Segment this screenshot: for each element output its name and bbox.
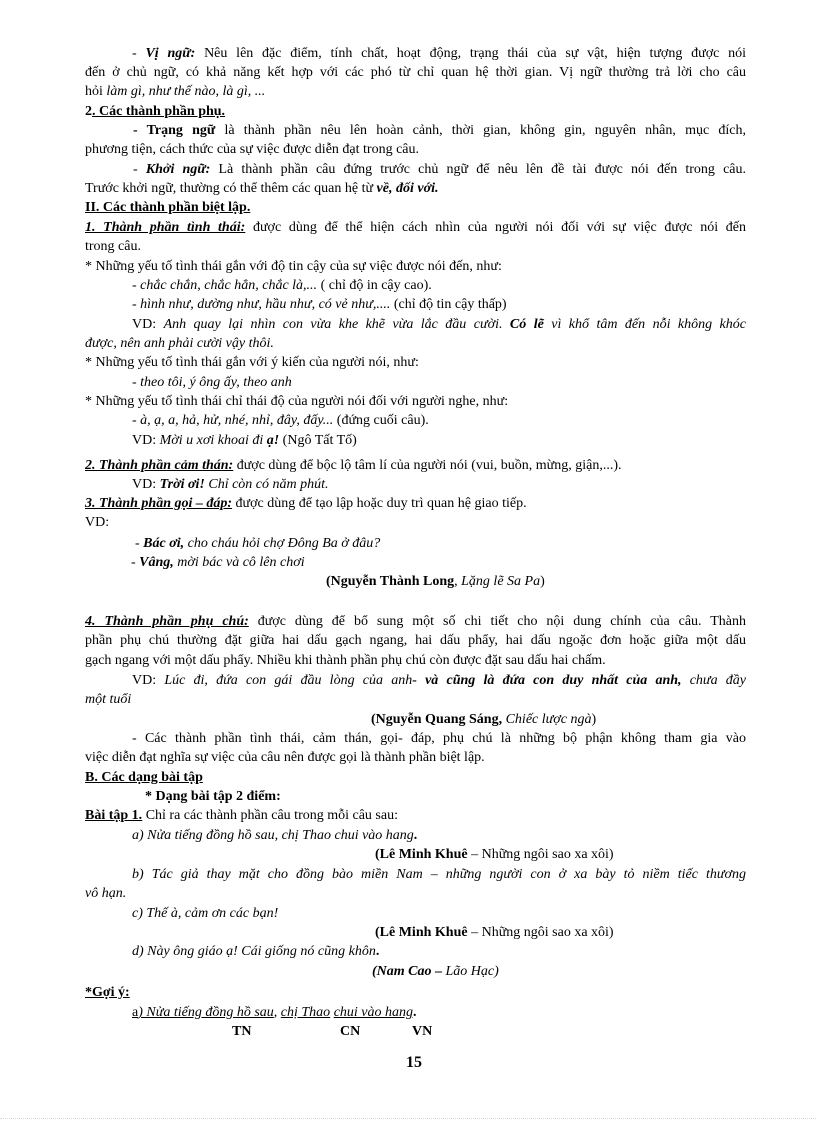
text: Trước khởi ngữ, thường có thể thêm các quan hệ từ: [85, 181, 377, 196]
dash: -: [135, 536, 144, 551]
exercise-1-c-source: [375, 923, 746, 942]
exercise-1-d-source: [372, 962, 746, 981]
adverbial-line-2: [85, 140, 746, 159]
exercise-1-a: [132, 826, 746, 845]
exercise-1-d: [132, 942, 746, 961]
heading-text: . Các thành phần phụ.: [92, 104, 226, 119]
example-text: Chỉ còn có năm phút.: [204, 477, 329, 492]
topic-line-2: [85, 179, 746, 198]
modal-opinion-words: [132, 373, 746, 392]
dash: –: [431, 964, 446, 979]
paren: ): [591, 712, 597, 727]
text: * Những yếu tố tình thái chỉ thái độ của người nói đối với người nghe, như:: [85, 394, 509, 409]
modal-high-reliability: [132, 276, 746, 295]
comma: ,: [273, 1005, 281, 1020]
author: (Nguyễn Thành Long: [326, 574, 455, 589]
paren: ): [540, 574, 545, 589]
vocative-example-1: [135, 534, 746, 553]
predicate-part: chui vào hang: [333, 1005, 414, 1020]
sentence: Này ông giáo ạ! Cái giống nó cũng khôn: [147, 944, 376, 959]
vocative-word: Bác ơi,: [143, 536, 185, 551]
sentence: Nửa tiếng đồng hồ sau, chị Thao chui vào hang: [147, 828, 414, 843]
exercise-1-c: [132, 904, 746, 923]
work-title: – Những ngôi sao xa xôi): [467, 925, 614, 940]
example-text: được, nên anh phải cười vậy thôi.: [85, 336, 274, 351]
example-text: vì khổ tâm đến nỗi không khóc: [543, 317, 746, 332]
term-khoi-ngu: Khởi ngữ:: [145, 162, 211, 177]
exclamative-example: [132, 475, 746, 494]
text: được dùng để tạo lập hoặc duy trì quan hệ giao tiếp.: [232, 496, 527, 511]
heading-text: B. Các dạng bài tập: [85, 770, 203, 785]
exercise-label: Bài tập 1.: [85, 808, 143, 823]
hint-a-sentence: [132, 1003, 746, 1022]
predicate-definition-line-3: [85, 82, 746, 101]
example-text: Mời u xơi khoai đi: [159, 433, 267, 448]
vocative-source: [326, 572, 746, 591]
exercise-1-b-line-1: [132, 865, 746, 884]
heading-b-exercise-types: [85, 768, 746, 787]
independent-summary-line-1: [132, 729, 746, 748]
term-phu-chu: 4. Thành phần phụ chú:: [85, 614, 249, 629]
adverbial-part: ) Nửa tiếng đồng hồ sau: [138, 1005, 274, 1020]
example-words: - hình như, dường như, hầu như, có vẻ như,....: [132, 297, 391, 312]
example-text: Lúc đi, đứa con gái đầu lòng của anh: [164, 673, 413, 688]
item-label: b): [132, 867, 152, 882]
exclamation: Trời ơi!: [159, 477, 205, 492]
heading-ii-independent-components: [85, 198, 746, 217]
modal-example-line-1: [132, 315, 746, 334]
text: * Những yếu tố tình thái gắn với độ tin cậy của sự việc được nói đến, như:: [85, 259, 502, 274]
vd-label: VD:: [132, 673, 165, 688]
modal-reliability-intro: [85, 257, 746, 276]
example-words: - chắc chắn, chắc hẳn, chắc là,...: [132, 278, 318, 293]
parenthetical-example-line-2: [85, 690, 746, 709]
parenthetical-source: [371, 710, 746, 729]
heading-2-secondary-components: [85, 102, 746, 121]
tn-label: TN: [232, 1024, 252, 1039]
text: được dùng để bổ sung một số chi tiết cho nội dung chính của câu. Thành: [248, 614, 746, 629]
exercise-1-b-line-2: [85, 884, 746, 903]
term-tinh-thai: 1. Thành phần tình thái:: [85, 220, 246, 235]
page-bottom-rule: [0, 1118, 816, 1119]
heading-text: II. Các thành phần biệt lập.: [85, 200, 251, 215]
dash: -: [131, 555, 140, 570]
text: gạch ngang với một dấu phẩy. Nhiều khi thành phần phụ chú còn được đặt sau dấu hai chấm.: [85, 653, 606, 668]
modal-opinion-intro: [85, 353, 746, 372]
term-trang-ngu: - Trạng ngữ: [133, 123, 216, 138]
predicate-definition-line-2: [85, 63, 746, 82]
independent-summary-line-2: [85, 748, 746, 767]
text: phần phụ chú thường đặt giữa hai dấu gạch ngang, hai dấu phẩy, hai dấu ngoặc đơn hoặc giữa một dấu: [85, 633, 746, 648]
text: hỏi: [85, 84, 107, 99]
text: phương tiện, cách thức của sự việc được diễn đạt trong câu.: [85, 142, 419, 157]
vd-label: VD:: [132, 317, 164, 332]
parenthetical-line-1: [85, 612, 746, 631]
modal-attitude-words: [132, 411, 746, 430]
author: (Lê Minh Khuê: [375, 847, 468, 862]
relation-words: về, đối với.: [376, 181, 439, 196]
text: trong câu.: [85, 239, 141, 254]
predicate-definition-line-1: [85, 44, 746, 63]
vocative-example-2: [131, 553, 746, 572]
modal-component-line-2: [85, 237, 746, 256]
example-text: một tuổi: [85, 692, 132, 707]
dash: -: [133, 162, 146, 177]
text: Nêu lên đặc điểm, tính chất, hoạt động, trạng thái của sự vật, hiện tượng được nói: [195, 46, 746, 61]
text: Chỉ ra các thành phần câu trong mỗi câu sau:: [142, 808, 398, 823]
term-vi-ngu: Vị ngữ:: [145, 46, 196, 61]
vd-label: VD:: [132, 433, 160, 448]
period: .: [413, 828, 418, 843]
exercise-type-2-points: [145, 787, 746, 806]
sep: ,: [454, 574, 462, 589]
vocative-component: [85, 494, 746, 513]
work-title: Lặng lẽ Sa Pa: [461, 574, 541, 589]
topic-line-1: [133, 160, 746, 179]
vd-label: VD:: [132, 477, 160, 492]
item-label: a: [132, 1005, 139, 1020]
text: việc diễn đạt nghĩa sự việc của câu nên được gọi là thành phần biệt lập.: [85, 750, 485, 765]
author: (Nguyễn Quang Sáng,: [371, 712, 506, 727]
modal-example-line-2: [85, 334, 746, 353]
label-cn: [340, 1022, 380, 1041]
parenthetical-example-line-1: [132, 671, 746, 690]
exercise-1-prompt: [85, 806, 746, 825]
author: (Lê Minh Khuê: [375, 925, 468, 940]
term-goi-dap: 3. Thành phần gọi – đáp:: [85, 496, 233, 511]
adverbial-line-1: [133, 121, 746, 140]
parenthetical-line-2: [85, 631, 746, 650]
text: Là thành phần câu đứng trước chủ ngữ để nêu lên đề tài được nói đến trong câu.: [210, 162, 747, 177]
vd-label: VD:: [85, 515, 110, 530]
modal-word: Có lẽ: [509, 317, 544, 332]
sentence: Thế à, cảm ơn các bạn!: [146, 906, 279, 921]
term-cam-than: 2. Thành phần cảm thán:: [85, 458, 234, 473]
page-number-text: 15: [406, 1054, 422, 1071]
text: được dùng để thể hiện cách nhìn của người nói đối với sự việc được nói đến: [245, 220, 747, 235]
period: .: [375, 944, 380, 959]
note: (đứng cuối câu).: [333, 413, 429, 428]
heading-number: 2: [85, 104, 92, 119]
subject-part: chị Thao: [280, 1005, 331, 1020]
label-vn: [412, 1022, 452, 1041]
text: đến ở chủ ngữ, có khả năng kết hợp với các phó từ chỉ quan hệ thời gian. Vị ngữ thường trả lời cho câu: [85, 65, 746, 80]
question-words: làm gì, như thế nào, là gì, ...: [106, 84, 266, 99]
modal-word: ạ!: [266, 433, 280, 448]
text: được dùng để bộc lộ tâm lí của người nói (vui, buồn, mừng, giận,...).: [233, 458, 622, 473]
subheading: * Dạng bài tập 2 điểm:: [145, 789, 281, 804]
source: (Ngô Tất Tố): [279, 433, 357, 448]
note: ( chỉ độ in cậy cao).: [317, 278, 432, 293]
example-text: Anh quay lại nhìn con vừa khe khẽ vừa lắc đầu cười.: [163, 317, 510, 332]
exercise-1-a-source: [375, 845, 746, 864]
period: .: [413, 1005, 417, 1020]
sentence: Tác giả thay mặt cho đồng bào miền Nam – những người con ở xa bày tỏ niềm tiếc thương: [151, 867, 746, 882]
page-number: [406, 1053, 446, 1072]
example-text: chưa đầy: [681, 673, 746, 688]
item-label: c): [132, 906, 147, 921]
modal-attitude-intro: [85, 392, 746, 411]
exclamative-component: [85, 456, 746, 475]
example-text: cho cháu hỏi chợ Đông Ba ở đâu?: [184, 536, 381, 551]
example-text: mời bác và cô lên chơi: [173, 555, 305, 570]
text: là thành phần nêu lên hoàn cảnh, thời gian, không gin, nguyên nhân, mục đích,: [215, 123, 746, 138]
response-word: Vâng,: [139, 555, 174, 570]
item-label: d): [132, 944, 148, 959]
work-title: Chiếc lược ngà: [505, 712, 592, 727]
dash: -: [132, 46, 146, 61]
parenthetical-line-3: [85, 651, 746, 670]
vocative-vd: [85, 513, 746, 532]
text: * Những yếu tố tình thái gắn với ý kiến của người nói, như:: [85, 355, 419, 370]
author: (Nam Cao: [372, 964, 432, 979]
modal-component-line-1: [85, 218, 746, 237]
sentence: vô hạn.: [85, 886, 127, 901]
vn-label: VN: [412, 1024, 433, 1039]
work-title: – Những ngôi sao xa xôi): [467, 847, 614, 862]
modal-low-reliability: [132, 295, 746, 314]
label-tn: [232, 1022, 272, 1041]
cn-label: CN: [340, 1024, 361, 1039]
work-title: Lão Hạc): [445, 964, 499, 979]
modal-attitude-example: [132, 431, 746, 450]
text: - Các thành phần tình thái, cảm thán, gọi- đáp, phụ chú là những bộ phận không tham gia vào: [132, 731, 746, 746]
hint-heading: [85, 983, 746, 1002]
example-words: - à, ạ, a, hả, hử, nhé, nhỉ, đây, đấy...: [132, 413, 334, 428]
note: (chỉ độ tin cậy thấp): [390, 297, 507, 312]
heading-text: *Gợi ý:: [85, 985, 130, 1000]
example-words: - theo tôi, ý ông ấy, theo anh: [132, 375, 292, 390]
parenthetical-phrase: - và cũng là đứa con duy nhất của anh,: [412, 673, 682, 688]
item-label: a): [132, 828, 148, 843]
